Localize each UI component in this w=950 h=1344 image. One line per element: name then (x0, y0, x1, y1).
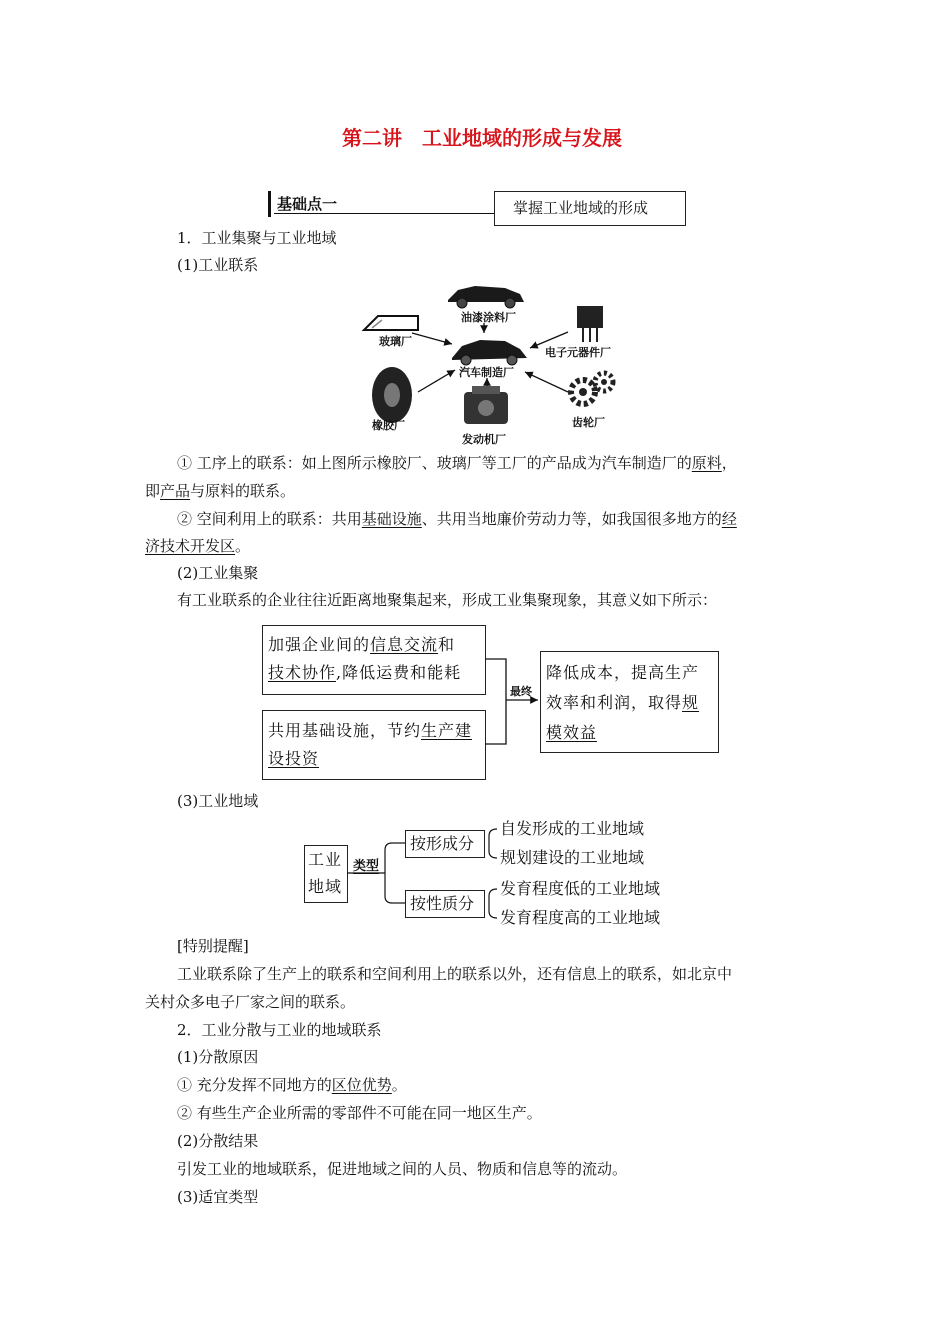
glass-factory-label: 玻璃厂 (379, 335, 412, 348)
flow-box-result: 降低成本，提高生产 效率和利润，取得规 模效益 (540, 651, 719, 753)
gear-factory-label: 齿轮厂 (572, 416, 605, 429)
s2-2-heading: (2)分散结果 (177, 1132, 259, 1150)
paragraph-sequence-link: ① 工序上的联系：如上图所示橡胶厂、玻璃厂等工厂的产品成为汽车制造厂的原料， (177, 454, 737, 472)
page-title: 第二讲 工业地域的形成与发展 (342, 126, 622, 150)
section-label: 基础点一 (277, 195, 338, 213)
flow-box-communication: 加强企业间的信息交流和 技术协作,降低运费和能耗 (262, 625, 486, 695)
paragraph-space-link-cont: 济技术开发区。 (145, 537, 251, 555)
s1-2-heading: (2)工业集聚 (177, 564, 259, 582)
section-topic: 掌握工业地域的形成 (513, 199, 649, 217)
s2-heading: 2．工业分散与工业的地域联系 (177, 1021, 382, 1039)
paragraph-sequence-link-cont: 即产品与原料的联系。 (145, 482, 296, 500)
flow-box-infrastructure: 共用基础设施，节约生产建 设投资 (262, 710, 486, 780)
tip-heading: [特别提醒] (177, 937, 249, 955)
s2-1-heading: (1)分散原因 (177, 1048, 259, 1066)
engine-factory-label: 发动机厂 (462, 433, 506, 446)
tree-item-spontaneous: 自发形成的工业地域 (500, 819, 645, 838)
electronics-factory-label: 电子元器件厂 (545, 346, 611, 359)
s1-3-heading: (3)工业地域 (177, 792, 259, 810)
flow-arrow-label: 最终 (510, 685, 532, 698)
s1-heading: 1．工业集聚与工业地域 (177, 229, 337, 247)
paint-factory-label: 油漆涂料厂 (461, 311, 516, 324)
s2-1-reason-b: ② 有些生产企业所需的零部件不可能在同一地区生产。 (177, 1104, 542, 1122)
tree-root: 工业 地域 (304, 845, 348, 903)
s2-1-reason-a: ① 充分发挥不同地方的区位优势。 (177, 1076, 407, 1094)
tree-item-planned: 规划建设的工业地域 (500, 848, 645, 867)
tree-item-low-development: 发育程度低的工业地域 (500, 879, 661, 898)
tree-group-nature: 按性质分 (405, 890, 485, 918)
tree-group-formation: 按形成分 (405, 830, 485, 858)
agglomeration-intro: 有工业联系的企业往往近距离地聚集起来，形成工业集聚现象，其意义如下所示： (177, 591, 718, 609)
paragraph-space-link: ② 空间利用上的联系：共用基础设施、共用当地廉价劳动力等，如我国很多地方的经 (177, 510, 737, 528)
s1-1-heading: (1)工业联系 (177, 256, 259, 274)
s2-3-heading: (3)适宜类型 (177, 1188, 259, 1206)
rubber-factory-label: 橡胶厂 (372, 419, 405, 432)
tip-text-cont: 关村众多电子厂家之间的联系。 (145, 993, 356, 1011)
tree-branch-label: 类型 (353, 859, 380, 874)
tree-item-high-development: 发育程度高的工业地域 (500, 908, 661, 927)
car-factory-label: 汽车制造厂 (459, 366, 514, 379)
tip-text: 工业联系除了生产上的联系和空间利用上的联系以外，还有信息上的联系，如北京中 (177, 965, 733, 983)
s2-2-text: 引发工业的地域联系，促进地域之间的人员、物质和信息等的流动。 (177, 1160, 628, 1178)
